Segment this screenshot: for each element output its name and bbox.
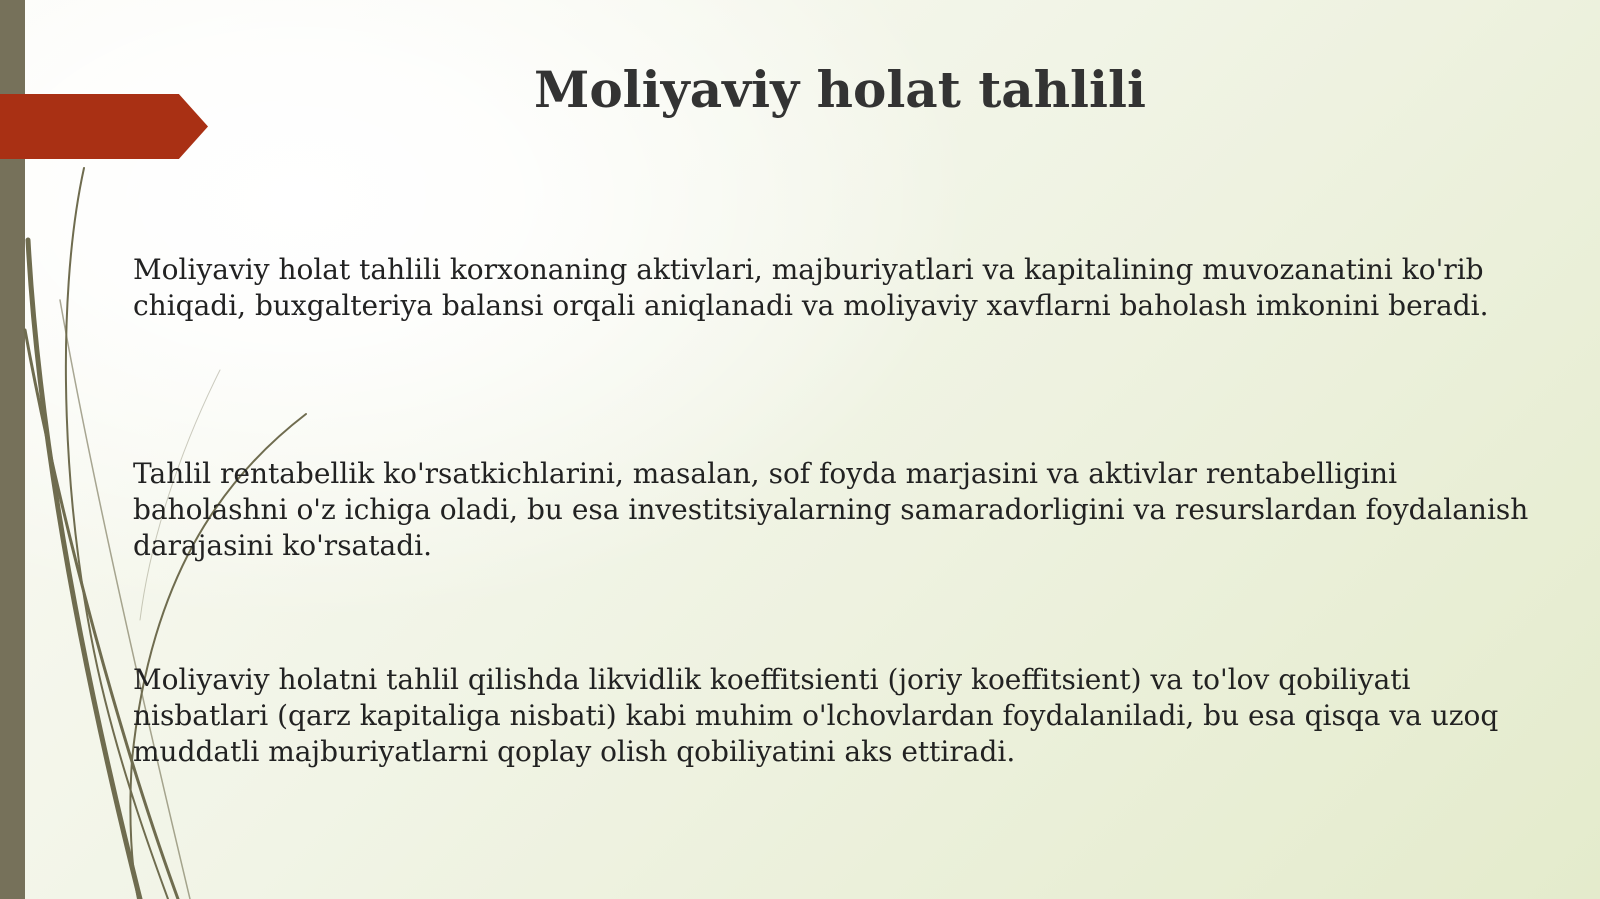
paragraph-profitability: Tahlil rentabellik ko'rsatkichlarini, masalan, sof foyda marjasini va aktivlar rentabelligini baholashni o'z ichiga oladi, bu esa investitsiyalarning samaradorligini va resurslardan foydalanish darajasini ko'rsatadi. (133, 457, 1529, 562)
red-arrow-tab (0, 94, 208, 159)
paragraph-financial-position: Moliyaviy holat tahlili korxonaning aktivlari, majburiyatlari va kapitalining muvozanatini ko'rib chiqadi, buxgalteriya balansi orqali aniqlanadi va moliyaviy xavflarni baholash imkonini beradi. (133, 253, 1489, 322)
slide-title: Moliyaviy holat tahlili (533, 60, 1147, 119)
paragraph-liquidity-solvency: Moliyaviy holatni tahlil qilishda likvidlik koeffitsienti (joriy koeffitsient) va to'lov qobiliyati nisbatlari (qarz kapitaliga nisbati) kabi muhim o'lchovlardan foydalaniladi, bu esa qisqa va uzoq muddatli majburiyatlarni qoplay olish qobiliyatini aks ettiradi. (133, 663, 1499, 768)
